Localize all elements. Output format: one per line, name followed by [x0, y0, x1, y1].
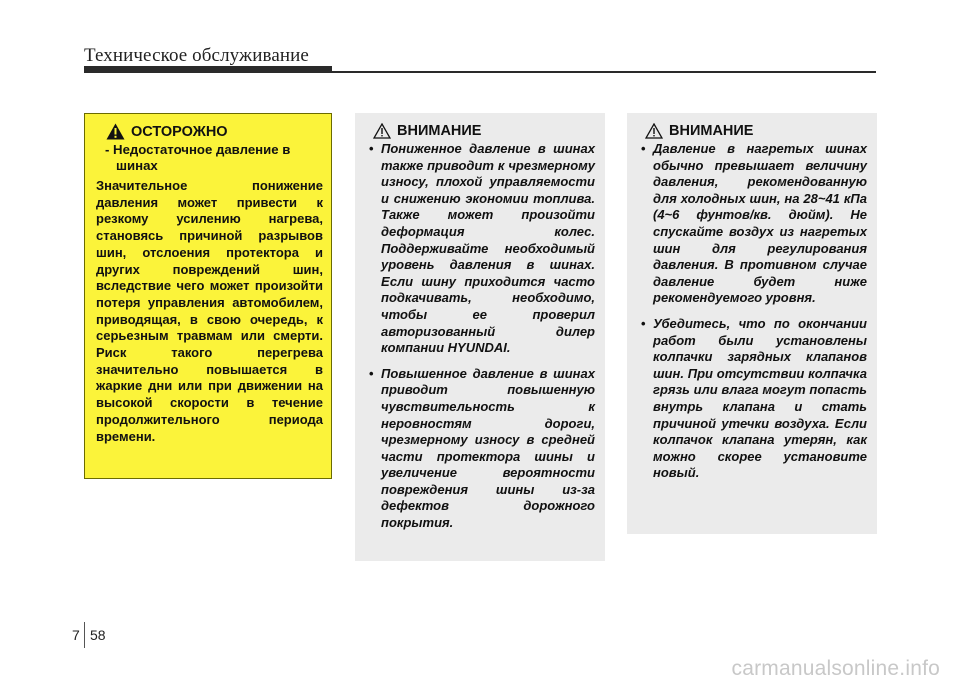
caution-triangle-icon — [645, 123, 663, 139]
list-item — [641, 316, 867, 482]
list-item — [369, 366, 595, 532]
bullet: • — [369, 141, 374, 156]
header-rule-thin — [332, 71, 876, 73]
caution-title-1: ВНИМАНИЕ — [397, 123, 482, 139]
warning-body: Значительное понижение давления может привести к резкому усилению нагрева, становясь причиной разрывов шин, отслоения протектора и других повреждений шин, вследствие чего может произойти потеря управления автомобилем, приводящая, в свою очередь, к серьезным травмам или смерти. Риск такого перегрева значительно повышается в жаркие дни или при движении на высокой скорости в течение продолжительного периода времени. — [96, 178, 323, 444]
page-header-title: Техническое обслуживание — [84, 45, 309, 66]
caution-list-2 — [641, 141, 867, 482]
caution-1-item-1-text: Пониженное давление в шинах также приводит к чрезмерному износу, плохой управляемости и снижению экономии топлива. Также может произойти деформация колес. Поддерживайте необходимый уровень давления в шинах. Если шину приходится часто подкачивать, необходимо, чтобы ее проверил авторизованный дилер компании HYUNDAI. — [381, 141, 595, 356]
warning-subtitle: - Недостаточное давление в шинах — [105, 142, 291, 173]
caution-1-item-2-text: Повышенное давление в шинах приводит повышенную чувствительность к неровностям дороги, чрезмерному износу в средней части протектора шины и увеличение вероятности повреждения шины из-за дефектов дорожного покрытия. — [381, 365, 595, 531]
page-number: 58 — [90, 627, 106, 643]
bullet: • — [641, 315, 646, 331]
caution-box-1 — [355, 113, 605, 561]
caution-box-2 — [627, 113, 877, 534]
bullet: • — [369, 365, 374, 381]
warning-box — [84, 113, 332, 479]
caution-2-item-2-text: Убедитесь, что по окончании работ были установлены колпачки зарядных клапанов шин. При отсутствии колпачка грязь или влага могут попасть внутрь клапана и стать причиной утечки воздуха. Если колпачок клапана утерян, как можно скорее установите новый. — [653, 315, 867, 481]
caution-2-item-1-text: Давление в нагретых шинах обычно превышает величину давления, рекомендованную для холодных шин, на 28~41 кПа (4~6 фунтов/кв. дюйм). Не спускайте воздух из нагретых шин для регулирования давления. В противном случае давление будет ниже рекомендуемого уровня. — [653, 141, 867, 306]
page-number-divider — [84, 622, 85, 648]
caution-header-2 — [645, 123, 867, 139]
caution-list-1 — [369, 141, 595, 532]
warning-header — [106, 123, 323, 140]
caution-header-1 — [373, 123, 595, 139]
caution-triangle-icon — [373, 123, 391, 139]
bullet: • — [641, 141, 646, 156]
chapter-number: 7 — [72, 627, 80, 643]
header-rule-thick — [84, 66, 332, 73]
list-item — [641, 141, 867, 307]
list-item — [369, 141, 595, 357]
warning-title: ОСТОРОЖНО — [131, 123, 228, 140]
caution-title-2: ВНИМАНИЕ — [669, 123, 754, 139]
footer-watermark: carmanualsonline.info — [731, 657, 940, 680]
warning-triangle-icon — [106, 123, 125, 140]
